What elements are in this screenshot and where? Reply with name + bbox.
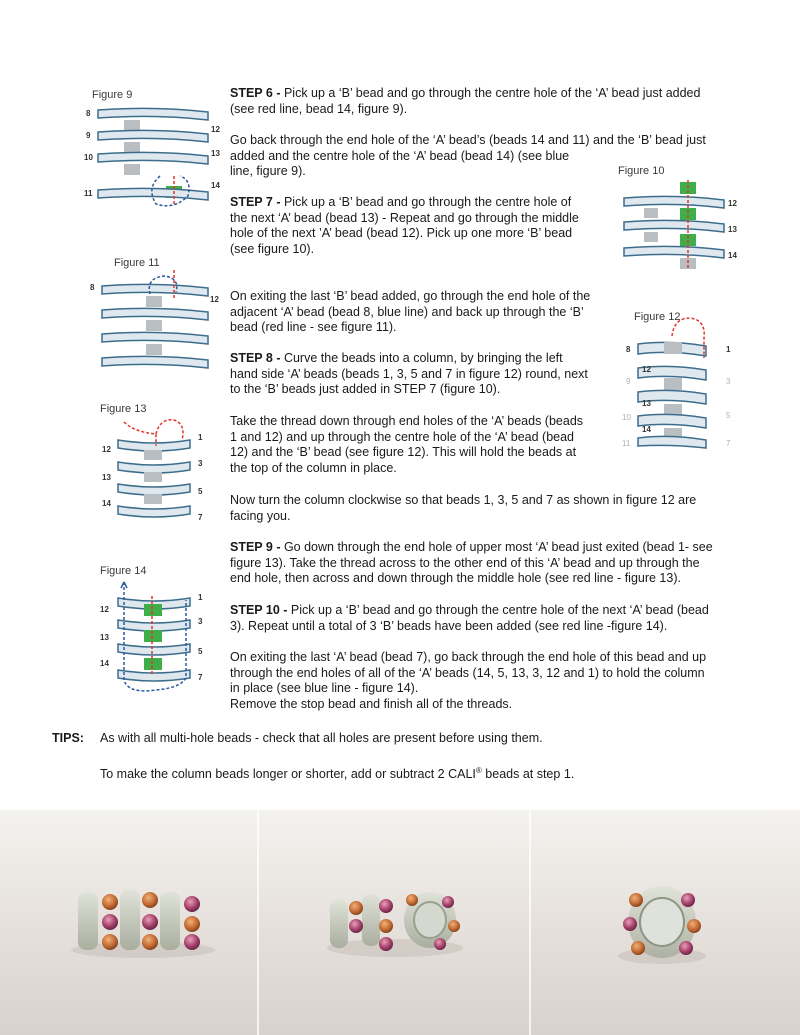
svg-text:3: 3 (726, 377, 731, 386)
step-9-heading: STEP 9 - (230, 540, 281, 554)
figure-14-label: Figure 14 (100, 565, 147, 577)
svg-text:11: 11 (84, 189, 93, 198)
figure-9 (84, 84, 224, 214)
svg-text:5: 5 (726, 411, 731, 420)
photo-strip-image (0, 810, 800, 1035)
svg-text:8: 8 (86, 109, 91, 118)
svg-text:1: 1 (198, 433, 203, 442)
svg-text:9: 9 (86, 131, 91, 140)
svg-text:5: 5 (198, 487, 203, 496)
step-10: STEP 10 - Pick up a ‘B’ bead and go through the centre hole of the next ‘A’ bead (bead 3). Repeat until a total of 3 ‘B’ beads have been added (see red line -figure 14). (230, 603, 709, 633)
tip-1: As with all multi-hole beads - check that all holes are present before using them. (100, 731, 543, 745)
svg-text:1: 1 (726, 345, 731, 354)
svg-text:12: 12 (210, 295, 219, 304)
svg-text:10: 10 (84, 153, 93, 162)
svg-text:7: 7 (198, 673, 203, 682)
paragraph-take-thread: Take the thread down through end holes of the ‘A’ beads (beads 1 and 12) and up through the centre hole of the ‘A’ bead (bead 12) and the ‘B’ bead (see figure 12). This will hold the beads at the top of the column in place. (230, 414, 584, 475)
svg-text:10: 10 (622, 413, 631, 422)
svg-text:14: 14 (642, 425, 651, 434)
svg-text:3: 3 (198, 617, 203, 626)
fig13-beads (118, 440, 190, 517)
step-8-heading: STEP 8 - (230, 351, 281, 365)
bead-column-side (71, 890, 215, 958)
paragraph-go-back: Go back through the end hole of the ‘A’ bead’s (beads 14 and 11) and the ‘B’ bead just added and the centre hole of the ‘A’ bead (bead 14) (see blue line, figure 9). (230, 133, 706, 178)
figure-12 (620, 306, 750, 456)
svg-text:13: 13 (211, 149, 220, 158)
paragraph-turn-column: Now turn the column clockwise so that beads 1, 3, 5 and 7 as shown in figure 12 are facing you. (230, 493, 697, 523)
figure-14 (94, 560, 224, 700)
step-10-heading: STEP 10 - (230, 603, 288, 617)
step-7: STEP 7 - Pick up a ‘B’ bead and go through the centre hole of the next ‘A’ bead (bead 13) - Repeat and go through the middle hole of the next ’A’ bead (bead 12). Pick up one more ‘B’ bead (see figure 10). (230, 195, 579, 256)
svg-text:8: 8 (626, 345, 631, 354)
fig11-beads (102, 284, 208, 368)
fig10-beads (624, 182, 724, 269)
tip-2: To make the column beads longer or shorter, add or subtract 2 CALI® beads at step 1. (100, 766, 575, 782)
svg-text:14: 14 (728, 251, 737, 260)
svg-text:13: 13 (728, 225, 737, 234)
step-6-heading: STEP 6 - (230, 86, 281, 100)
svg-text:14: 14 (102, 499, 111, 508)
svg-text:3: 3 (198, 459, 203, 468)
svg-text:13: 13 (642, 399, 651, 408)
svg-text:13: 13 (100, 633, 109, 642)
paragraph-final: On exiting the last ‘A’ bead (bead 7), go back through the end hole of this bead and up through the end holes of all of the ‘A’ beads (14, 5, 13, 3, 12 and 1) to hold the column in place (see blue line - figure 14). Remove the stop bead and finish all of the threads. (230, 650, 707, 711)
step-7-heading: STEP 7 - (230, 195, 281, 209)
svg-text:7: 7 (198, 513, 203, 522)
svg-text:7: 7 (726, 439, 731, 448)
svg-text:14: 14 (100, 659, 109, 668)
figure-10-label: Figure 10 (618, 165, 665, 177)
svg-text:12: 12 (211, 125, 220, 134)
figure-9-label: Figure 9 (92, 89, 133, 101)
bead-column-end (618, 886, 706, 964)
figure-12-label: Figure 12 (634, 311, 681, 323)
figure-13-label: Figure 13 (100, 403, 147, 415)
svg-text:12: 12 (100, 605, 109, 614)
svg-text:12: 12 (102, 445, 111, 454)
photo-2 (258, 810, 530, 1035)
svg-text:8: 8 (90, 283, 95, 292)
svg-text:12: 12 (642, 365, 651, 374)
paragraph-on-exiting: On exiting the last ‘B’ bead added, go through the end hole of the adjacent ‘A’ bead (bead 8, blue line) and back up through the ‘B’ bead (red line - see figure 11). (230, 289, 591, 334)
photo-strip (0, 810, 800, 1035)
figure-11 (84, 252, 229, 380)
svg-text:12: 12 (728, 199, 737, 208)
fig10-numbers (728, 199, 737, 260)
figure-11-label: Figure 11 (114, 257, 160, 269)
figure-13 (94, 400, 224, 528)
step-6: STEP 6 - Pick up a ‘B’ bead and go through the centre hole of the ‘A’ bead just added (see red line, bead 14, figure 9). (230, 86, 701, 116)
svg-text:9: 9 (626, 377, 631, 386)
step-9: STEP 9 - Go down through the end hole of upper most ‘A’ bead just exited (bead 1- see figure 13). Take the thread across to the other end of this ‘A’ bead and up through the end hole, then across and down through the middle hole (see red line - figure 13). (230, 540, 713, 585)
svg-text:11: 11 (622, 439, 631, 448)
svg-text:5: 5 (198, 647, 203, 656)
tips-label: TIPS: (52, 731, 84, 745)
fig14-beads (118, 598, 190, 681)
step-8: STEP 8 - Curve the beads into a column, by bringing the left hand side ‘A’ beads (beads 1, 3, 5 and 7 in figure 12) round, next to the ‘B’ beads just added in STEP 7 (figure 10). (230, 351, 588, 396)
svg-text:1: 1 (198, 593, 203, 602)
svg-text:14: 14 (211, 181, 220, 190)
svg-text:13: 13 (102, 473, 111, 482)
